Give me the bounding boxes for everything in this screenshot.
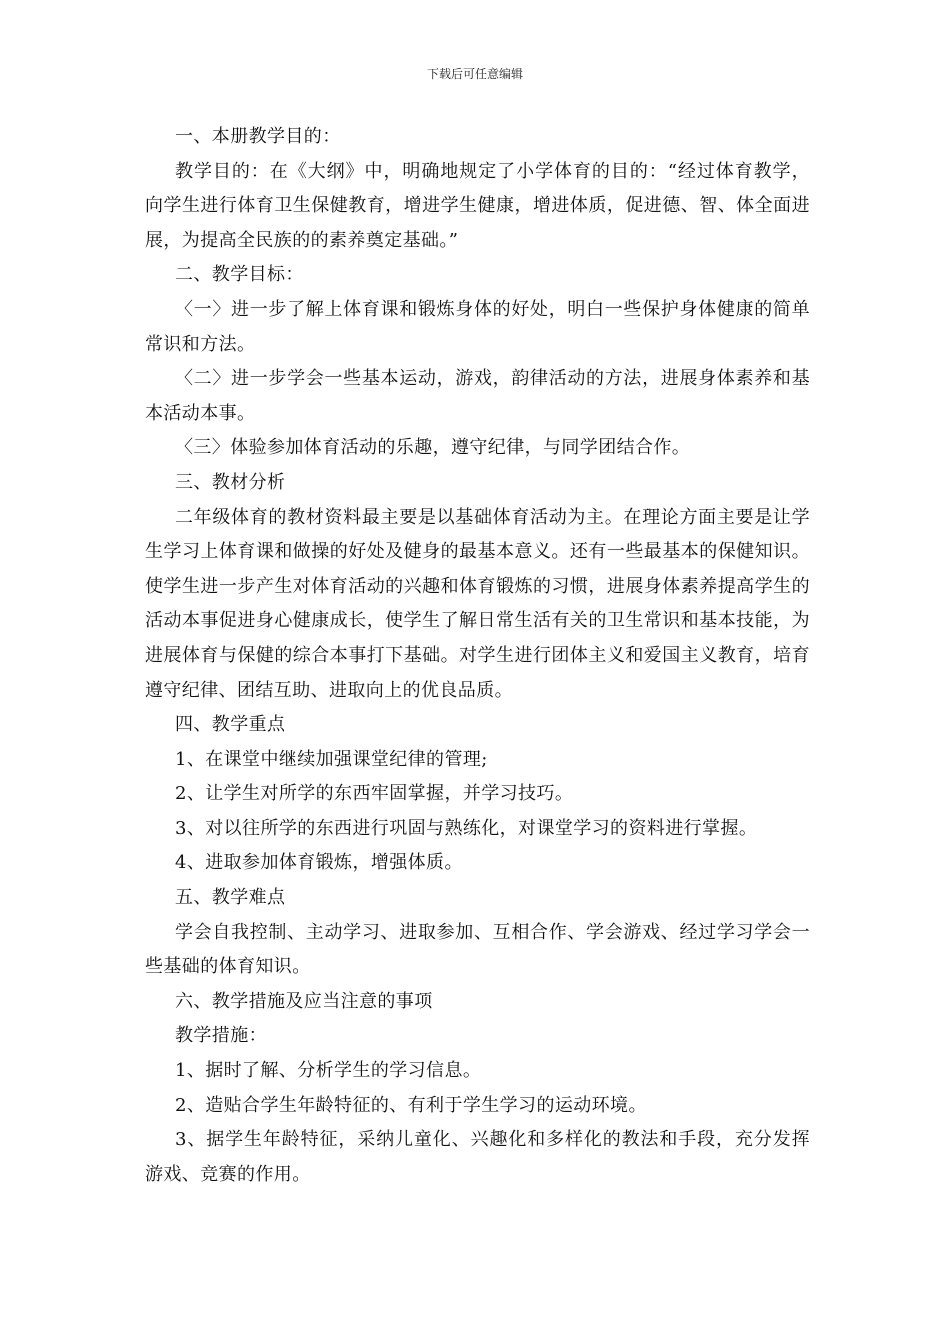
key-point-1: 1、在课堂中继续加强课堂纪律的管理; bbox=[175, 748, 488, 770]
section-heading-measures: 六、教学措施及应当注意的事项 bbox=[175, 990, 433, 1012]
goal-item-3: 〈三〉体验参加体育活动的乐趣，遵守纪律，与同学团结合作。 bbox=[175, 437, 691, 459]
section-heading-goals: 二、教学目标： bbox=[175, 264, 304, 286]
section-heading-key-points: 四、教学重点 bbox=[175, 714, 286, 736]
goal-item-1: 〈一〉进一步了解上体育课和锻炼身体的好处，明白一些保护身体健康的简单常识和方法。 bbox=[145, 298, 810, 355]
paragraph-difficulties: 学会自我控制、主动学习、进取参加、互相合作、学会游戏、经过学习学会一些基础的体育知识。 bbox=[145, 921, 810, 978]
subheading-measures: 教学措施： bbox=[175, 1025, 267, 1047]
section-heading-objectives: 一、本册教学目的： bbox=[175, 126, 341, 147]
paragraph-analysis: 二年级体育的教材资料最主要是以基础体育活动为主。在理论方面主要是让学生学习上体育课和做操的好处及健身的最基本意义。还有一些最基本的保健知识。使学生进一步产生对体育活动的兴趣和体育锻炼的习惯，进展身体素养提高学生的活动本事促进身心健康成长，使学生了解日常生活有关的卫生常识和基本技能，为进展体育与保健的综合本事打下基础。对学生进行团体主义和爱国主义教育，培育遵守纪律、团结互助、进取向上的优良品质。 bbox=[145, 506, 810, 701]
measure-item-1: 1、据时了解、分析学生的学习信息。 bbox=[175, 1060, 482, 1082]
document-body bbox=[145, 120, 810, 1192]
key-point-2: 2、让学生对所学的东西牢固掌握，并学习技巧。 bbox=[175, 783, 574, 805]
goal-item-2: 〈二〉进一步学会一些基本运动，游戏，韵律活动的方法，进展身体素养和基本活动本事。 bbox=[145, 368, 810, 424]
key-point-4: 4、进取参加体育锻炼，增强体质。 bbox=[175, 852, 463, 874]
key-point-3: 3、对以往所学的东西进行巩固与熟练化，对课堂学习的资料进行掌握。 bbox=[175, 817, 758, 839]
paragraph-objectives: 教学目的：在《大纲》中，明确地规定了小学体育的目的：“经过体育教学，向学生进行体育卫生保健教育，增进学生健康，增进体质，促进德、智、体全面进展，为提高全民族的的素养奠定基础。” bbox=[145, 160, 810, 251]
measure-item-3: 3、据学生年龄特征，采纳儿童化、兴趣化和多样化的教法和手段，充分发挥游戏、竞赛的作用。 bbox=[145, 1129, 810, 1185]
section-heading-difficulties: 五、教学难点 bbox=[175, 887, 286, 909]
measure-item-2: 2、造贴合学生年龄特征的、有利于学生学习的运动环境。 bbox=[175, 1094, 647, 1116]
section-heading-analysis: 三、教材分析 bbox=[175, 471, 286, 493]
page-header-note: 下载后可任意编辑 bbox=[426, 67, 523, 81]
